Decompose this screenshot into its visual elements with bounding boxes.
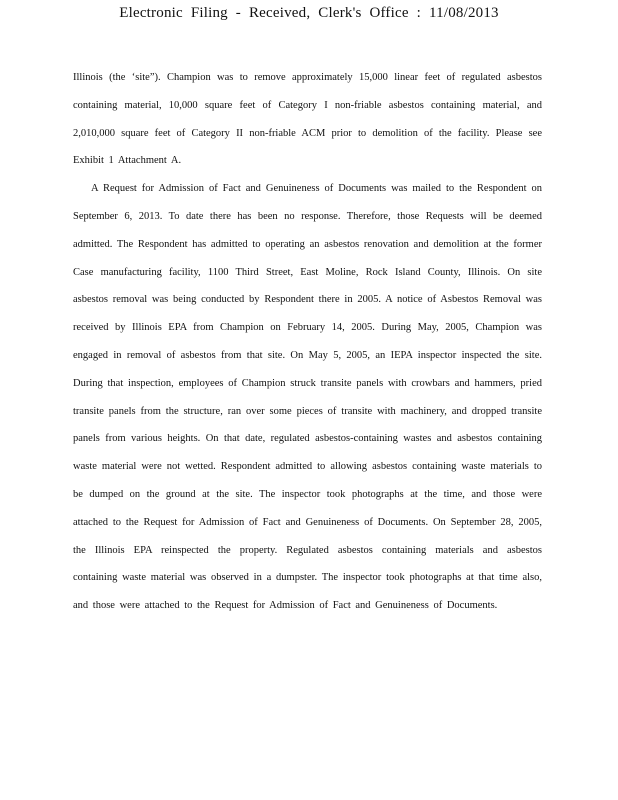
- paragraph-site-description: Illinois (the ‘site”). Champion was to remove approximately 15,000 linear feet of regulated asbestos containing material, 10,000 square feet of Category I non-friable asbestos containing material, and 2,010,000 square feet of Category II non-friable ACM prior to demolition of the facility. Please see Exhibit 1 Attachment A.: [73, 72, 542, 167]
- filing-stamp-header: Electronic Filing - Received, Clerk's Office : 11/08/2013: [119, 5, 499, 21]
- document-body: [73, 64, 542, 620]
- paragraph-request-for-admission: A Request for Admission of Fact and Genuineness of Documents was mailed to the Respondent on September 6, 2013. To date there has been no response. Therefore, those Requests will be deemed admitted. The Respondent has admitted to operating an asbestos renovation and demolition at the former Case manufacturing facility, 1100 Third Street, East Moline, Rock Island County, Illinois. On site asbestos removal was being conducted by Respondent there in 2005. A notice of Asbestos Removal was received by Illinois EPA from Champion on February 14, 2005. During May, 2005, Champion was engaged in removal of asbestos from that site. On May 5, 2005, an IEPA inspector inspected the site. During that inspection, employees of Champion struck transite panels with crowbars and hammers, pried transite panels from the structure, ran over some pieces of transite with machinery, and dropped transite panels from various heights. On that date, regulated asbestos-containing wastes and asbestos containing waste material were not wetted. Respondent admitted to allowing asbestos containing waste materials to be dumped on the ground at the site. The inspector took photographs at the time, and those were attached to the Request for Admission of Fact and Genuineness of Documents. On September 28, 2005, the Illinois EPA reinspected the property. Regulated asbestos containing materials and asbestos containing waste material was observed in a dumpster. The inspector took photographs at that time also, and those were attached to the Request for Admission of Fact and Genuineness of Documents.: [73, 183, 542, 612]
